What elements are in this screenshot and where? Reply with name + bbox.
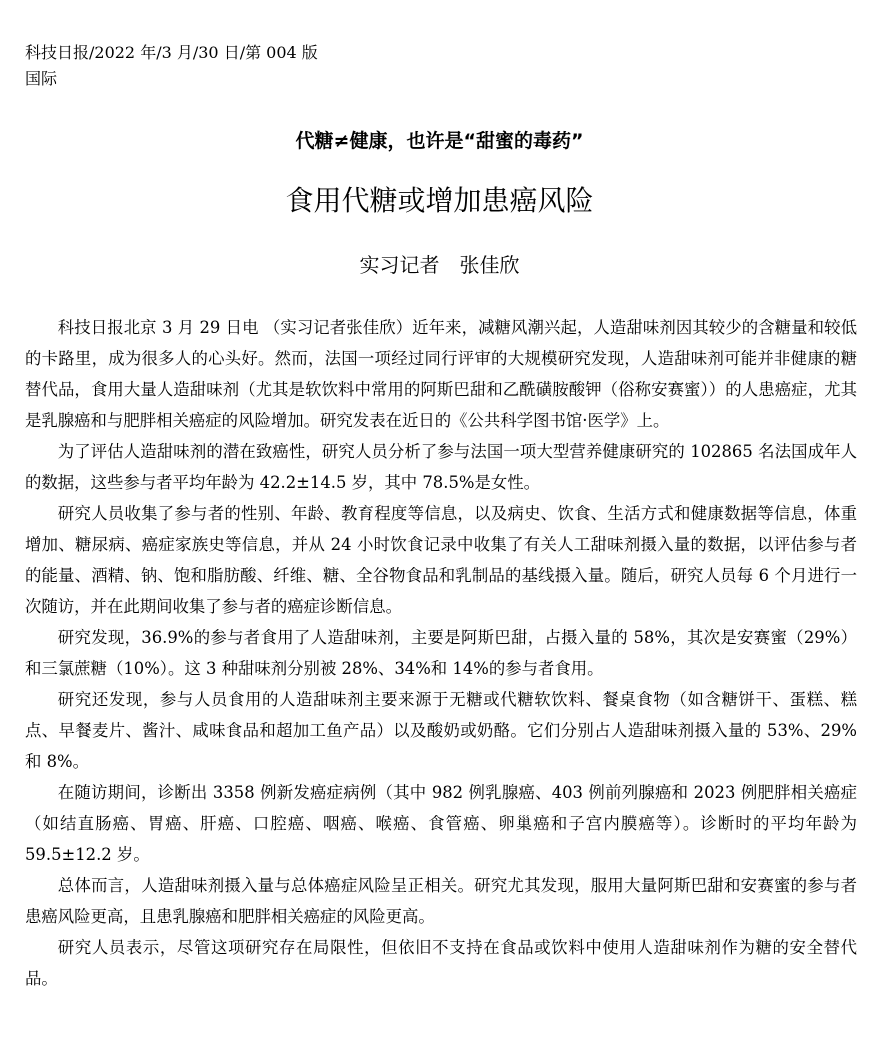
article-meta (25, 40, 318, 92)
publication-source-line: 科技日报/2022 年/3 月/30 日/第 004 版 (25, 43, 318, 62)
article-paragraph: 研究人员表示，尽管这项研究存在局限性，但依旧不支持在食品或饮料中使用人造甜味剂作为糖的安全替代品。 (25, 938, 857, 988)
article-paragraph: 研究人员收集了参与者的性别、年龄、教育程度等信息，以及病史、饮食、生活方式和健康数据等信息，体重增加、糖尿病、癌症家族史等信息，并从 24 小时饮食记录中收集了有关人工甜味剂摄入量的数据，以评估参与者的能量、酒精、钠、饱和脂肪酸、纤维、糖、全谷物食品和乳制品的基线摄入量。随后，研究人员每 6 个月进行一次随访，并在此期间收集了参与者的癌症诊断信息。 (25, 504, 857, 616)
article-body (25, 312, 857, 994)
article-paragraph: 研究发现，36.9%的参与者食用了人造甜味剂，主要是阿斯巴甜，占摄入量的 58%，其次是安赛蜜（29%）和三氯蔗糖（10%）。这 3 种甜味剂分别被 28%、34%和 14%的参与者食用。 (25, 628, 857, 678)
article-paragraph: 科技日报北京 3 月 29 日电 （实习记者张佳欣）近年来，减糖风潮兴起，人造甜味剂因其较少的含糖量和较低的卡路里，成为很多人的心头好。然而，法国一项经过同行评审的大规模研究发现，人造甜味剂可能并非健康的糖替代品，食用大量人造甜味剂（尤其是软饮料中常用的阿斯巴甜和乙酰磺胺酸钾（俗称安赛蜜））的人患癌症，尤其是乳腺癌和与肥胖相关癌症的风险增加。研究发表在近日的《公共科学图书馆·医学》上。 (25, 318, 857, 430)
section-label: 国际 (25, 69, 58, 88)
article-paragraph: 研究还发现，参与人员食用的人造甜味剂主要来源于无糖或代糖软饮料、餐桌食物（如含糖饼干、蛋糕、糕点、早餐麦片、酱汁、咸味食品和超加工鱼产品）以及酸奶或奶酪。它们分别占人造甜味剂摄入量的 53%、29%和 8%。 (25, 690, 857, 771)
article-subtitle: 代糖≠健康，也许是“甜蜜的毒药” (295, 130, 584, 152)
article-paragraph: 总体而言，人造甜味剂摄入量与总体癌症风险呈正相关。研究尤其发现，服用大量阿斯巴甜和安赛蜜的参与者患癌风险更高，且患乳腺癌和肥胖相关癌症的风险更高。 (25, 876, 857, 926)
article-byline: 实习记者 张佳欣 (359, 253, 520, 277)
article-paragraph: 为了评估人造甜味剂的潜在致癌性，研究人员分析了参与法国一项大型营养健康研究的 102865 名法国成年人的数据，这些参与者平均年龄为 42.2±14.5 岁，其中 78.5%是女性。 (25, 442, 857, 492)
article-title: 食用代糖或增加患癌风险 (285, 184, 594, 217)
article-paragraph: 在随访期间，诊断出 3358 例新发癌症病例（其中 982 例乳腺癌、403 例前列腺癌和 2023 例肥胖相关癌症（如结直肠癌、胃癌、肝癌、口腔癌、咽癌、喉癌、食管癌、卵巢癌和子宫内膜癌等）。诊断时的平均年龄为 59.5±12.2 岁。 (25, 783, 857, 864)
